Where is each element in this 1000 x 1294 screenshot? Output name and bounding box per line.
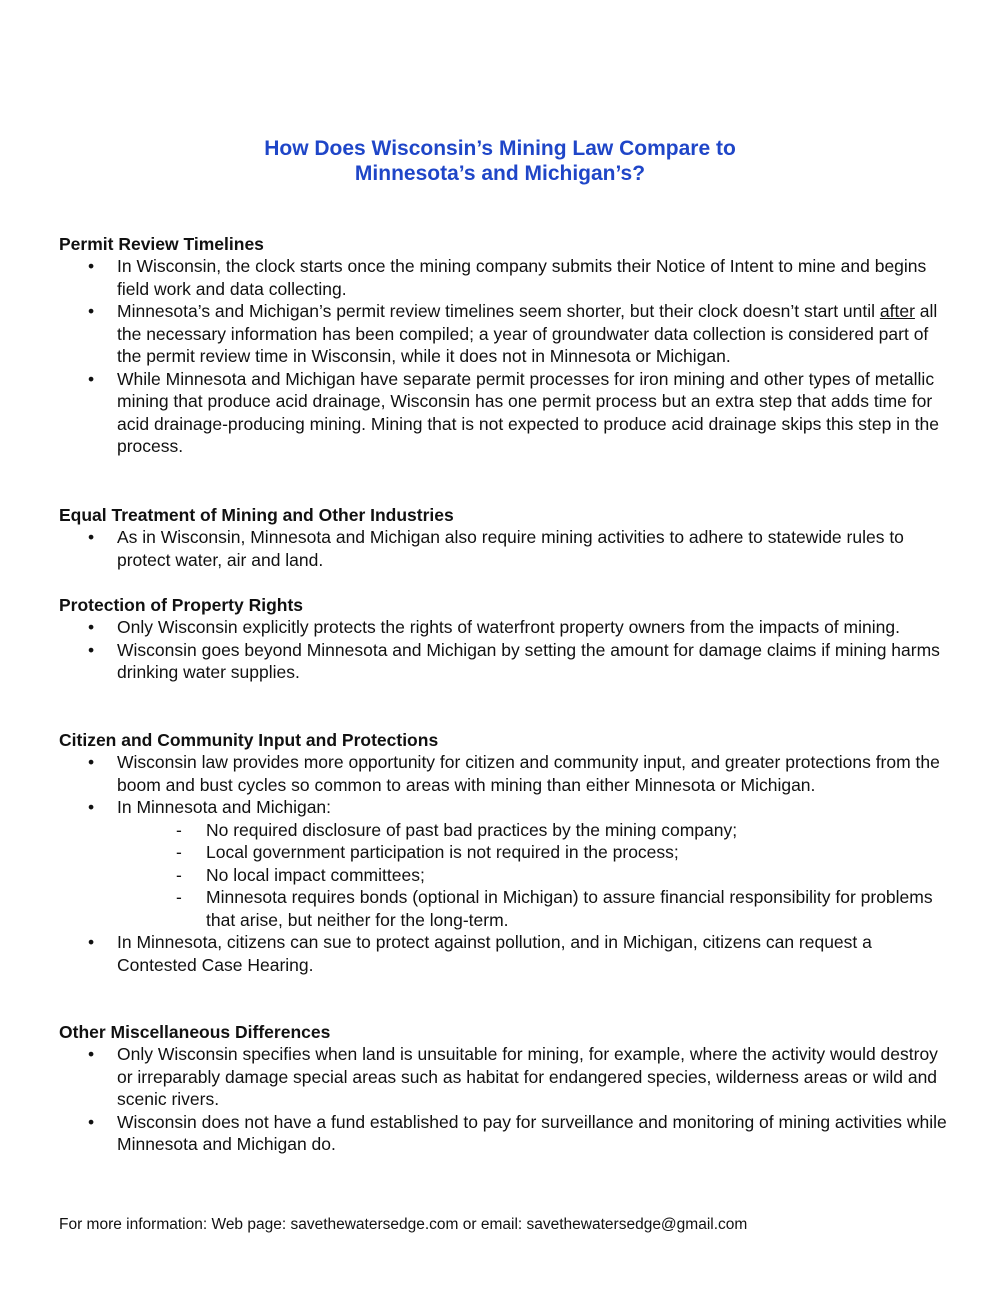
list-item	[59, 1043, 949, 1111]
list-item-text: Wisconsin law provides more opportunity for citizen and community input, and greater protections from the boom and bust cycles so common to areas with mining than either Minnesota or Michigan.	[117, 752, 940, 795]
list-item	[59, 300, 949, 368]
list-item	[59, 639, 949, 684]
bullet-icon: •	[88, 932, 95, 952]
list-item-text: Wisconsin does not have a fund established to pay for surveillance and monitoring of mining activities while Minnesota and Michigan do.	[117, 1111, 947, 1154]
dash-icon: -	[176, 864, 182, 885]
bullet-icon: •	[88, 301, 95, 321]
title-line-2: Minnesota’s and Michigan’s?	[354, 162, 646, 185]
list-item-text: Minnesota’s and Michigan’s permit review timelines seem shorter, but their clock doesn’t start until	[117, 301, 880, 321]
list-item	[59, 796, 949, 931]
bullet-icon: •	[88, 1111, 95, 1132]
section-permit-review-timelines	[59, 233, 949, 458]
bullet-icon: •	[88, 368, 95, 389]
sub-list-item-text: Minnesota requires bonds (optional in Michigan) to assure financial responsibility for problems that arise, but neither for the long-term.	[206, 887, 933, 930]
list-item	[59, 931, 949, 976]
section-equal-treatment	[59, 504, 949, 571]
list-item-text: Only Wisconsin specifies when land is unsuitable for mining, for example, where the activity would destroy or irreparably damage special areas such as habitat for endangered species, wilderness areas or wild and scenic rivers.	[117, 1044, 938, 1109]
list-item-text: In Minnesota and Michigan:	[117, 797, 332, 817]
bullet-icon: •	[88, 1044, 95, 1064]
list-item	[59, 1111, 949, 1156]
section-citizen-community	[59, 729, 949, 976]
list-item-text: all the necessary information has been compiled; a year of groundwater data collection is considered part of the permit review time in Wisconsin, while it does not in Minnesota or Michigan.	[117, 301, 938, 366]
list-item-text: In Minnesota, citizens can sue to protect against pollution, and in Michigan, citizens can request a Contested Case Hearing.	[117, 932, 872, 975]
list-item	[59, 255, 949, 300]
sub-list-item-text: No required disclosure of past bad practices by the mining company;	[206, 819, 738, 840]
bullet-list	[59, 526, 949, 571]
list-item-text: Wisconsin goes beyond Minnesota and Michigan by setting the amount for damage claims if mining harms drinking water supplies.	[117, 639, 940, 682]
list-item	[59, 616, 949, 639]
list-item	[59, 526, 949, 571]
section-property-rights	[59, 594, 949, 684]
section-heading: Protection of Property Rights	[59, 595, 304, 615]
sub-list-item	[59, 819, 949, 842]
sub-list-item-text: Local government participation is not required in the process;	[206, 842, 679, 862]
sub-list-item	[59, 886, 949, 931]
sub-list-item	[59, 841, 949, 864]
document-title	[0, 136, 1000, 186]
bullet-list	[59, 751, 949, 976]
list-item-text: Only Wisconsin explicitly protects the rights of waterfront property owners from the impacts of mining.	[117, 617, 900, 637]
list-item	[59, 751, 949, 796]
bullet-list	[59, 616, 949, 684]
bullet-icon: •	[88, 256, 95, 276]
bullet-icon: •	[88, 527, 95, 547]
list-item-text: In Wisconsin, the clock starts once the mining company submits their Notice of Intent to mine and begins field work and data collecting.	[117, 256, 927, 299]
bullet-icon: •	[88, 797, 95, 817]
sub-list-item	[59, 864, 949, 887]
bullet-icon: •	[88, 639, 95, 660]
footer-contact-info: For more information: Web page: savethewatersedge.com or email: savethewatersedge@gmail.com	[59, 1216, 748, 1233]
section-heading: Permit Review Timelines	[59, 234, 264, 254]
dash-icon: -	[176, 819, 182, 840]
list-item-text: As in Wisconsin, Minnesota and Michigan also require mining activities to adhere to statewide rules to protect water, air and land.	[117, 527, 904, 570]
section-heading: Equal Treatment of Mining and Other Industries	[59, 505, 454, 525]
sub-list	[117, 819, 949, 932]
list-item-text: While Minnesota and Michigan have separate permit processes for iron mining and other types of metallic mining that produce acid drainage, Wisconsin has one permit process but an extra step that adds time for acid drainage-producing mining. Mining that is not expected to produce acid drainage skips this step in the process.	[117, 368, 940, 456]
emphasized-text: after	[879, 301, 915, 321]
bullet-list	[59, 255, 949, 458]
title-line-1: How Does Wisconsin’s Mining Law Compare to	[264, 137, 736, 160]
section-heading: Citizen and Community Input and Protections	[59, 730, 439, 750]
dash-icon: -	[176, 842, 182, 862]
sub-list-item-text: No local impact committees;	[206, 864, 425, 885]
bullet-list	[59, 1043, 949, 1156]
bullet-icon: •	[88, 617, 95, 637]
section-heading: Other Miscellaneous Differences	[59, 1022, 331, 1042]
dash-icon: -	[176, 887, 182, 907]
list-item	[59, 368, 949, 458]
section-other-differences	[59, 1021, 949, 1156]
bullet-icon: •	[88, 752, 95, 772]
